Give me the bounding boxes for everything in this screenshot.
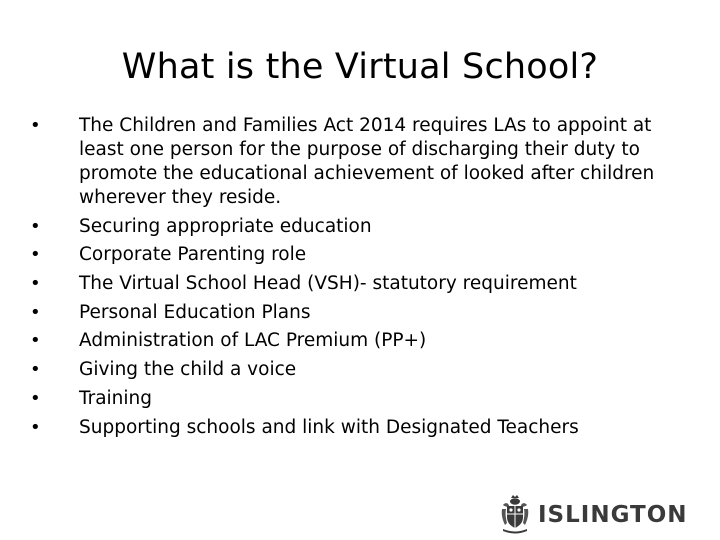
list-item — [30, 272, 690, 296]
bullet-text: The Virtual School Head (VSH)- statutory requirement — [79, 273, 577, 295]
islington-logo — [500, 495, 688, 535]
borough-crest-icon — [500, 495, 530, 535]
slide-title: What is the Virtual School? — [121, 47, 599, 87]
list-item — [30, 301, 690, 325]
bullet-text: Training — [79, 387, 152, 409]
bullet-dot-icon: • — [30, 115, 41, 136]
list-item — [30, 329, 690, 353]
bullet-list — [30, 114, 690, 444]
list-item — [30, 215, 690, 239]
bullet-text: Corporate Parenting role — [79, 244, 307, 266]
bullet-text: Giving the child a voice — [79, 359, 297, 381]
bullet-dot-icon: • — [30, 359, 41, 381]
bullet-text: Administration of LAC Premium (PP+) — [79, 330, 427, 352]
list-item — [30, 358, 690, 382]
bullet-text: Personal Education Plans — [79, 301, 311, 323]
list-item — [30, 416, 690, 440]
bullet-dot-icon: • — [30, 244, 41, 266]
bullet-dot-icon: • — [30, 215, 41, 237]
logo-wordmark: ISLINGTON — [538, 502, 688, 528]
list-item — [30, 243, 690, 267]
bullet-dot-icon: • — [30, 301, 41, 323]
bullet-dot-icon: • — [30, 387, 41, 409]
bullet-dot-icon: • — [30, 273, 41, 295]
list-item — [30, 114, 690, 210]
bullet-text: Supporting schools and link with Designated Teachers — [79, 416, 579, 438]
bullet-dot-icon: • — [30, 416, 41, 438]
bullet-text: The Children and Families Act 2014 requires LAs to appoint at least one person for the purpose of discharging their duty to promote the educational achievement of looked after children wherever they reside. — [79, 115, 655, 208]
bullet-dot-icon: • — [30, 330, 41, 352]
bullet-text: Securing appropriate education — [79, 215, 372, 237]
list-item — [30, 387, 690, 411]
